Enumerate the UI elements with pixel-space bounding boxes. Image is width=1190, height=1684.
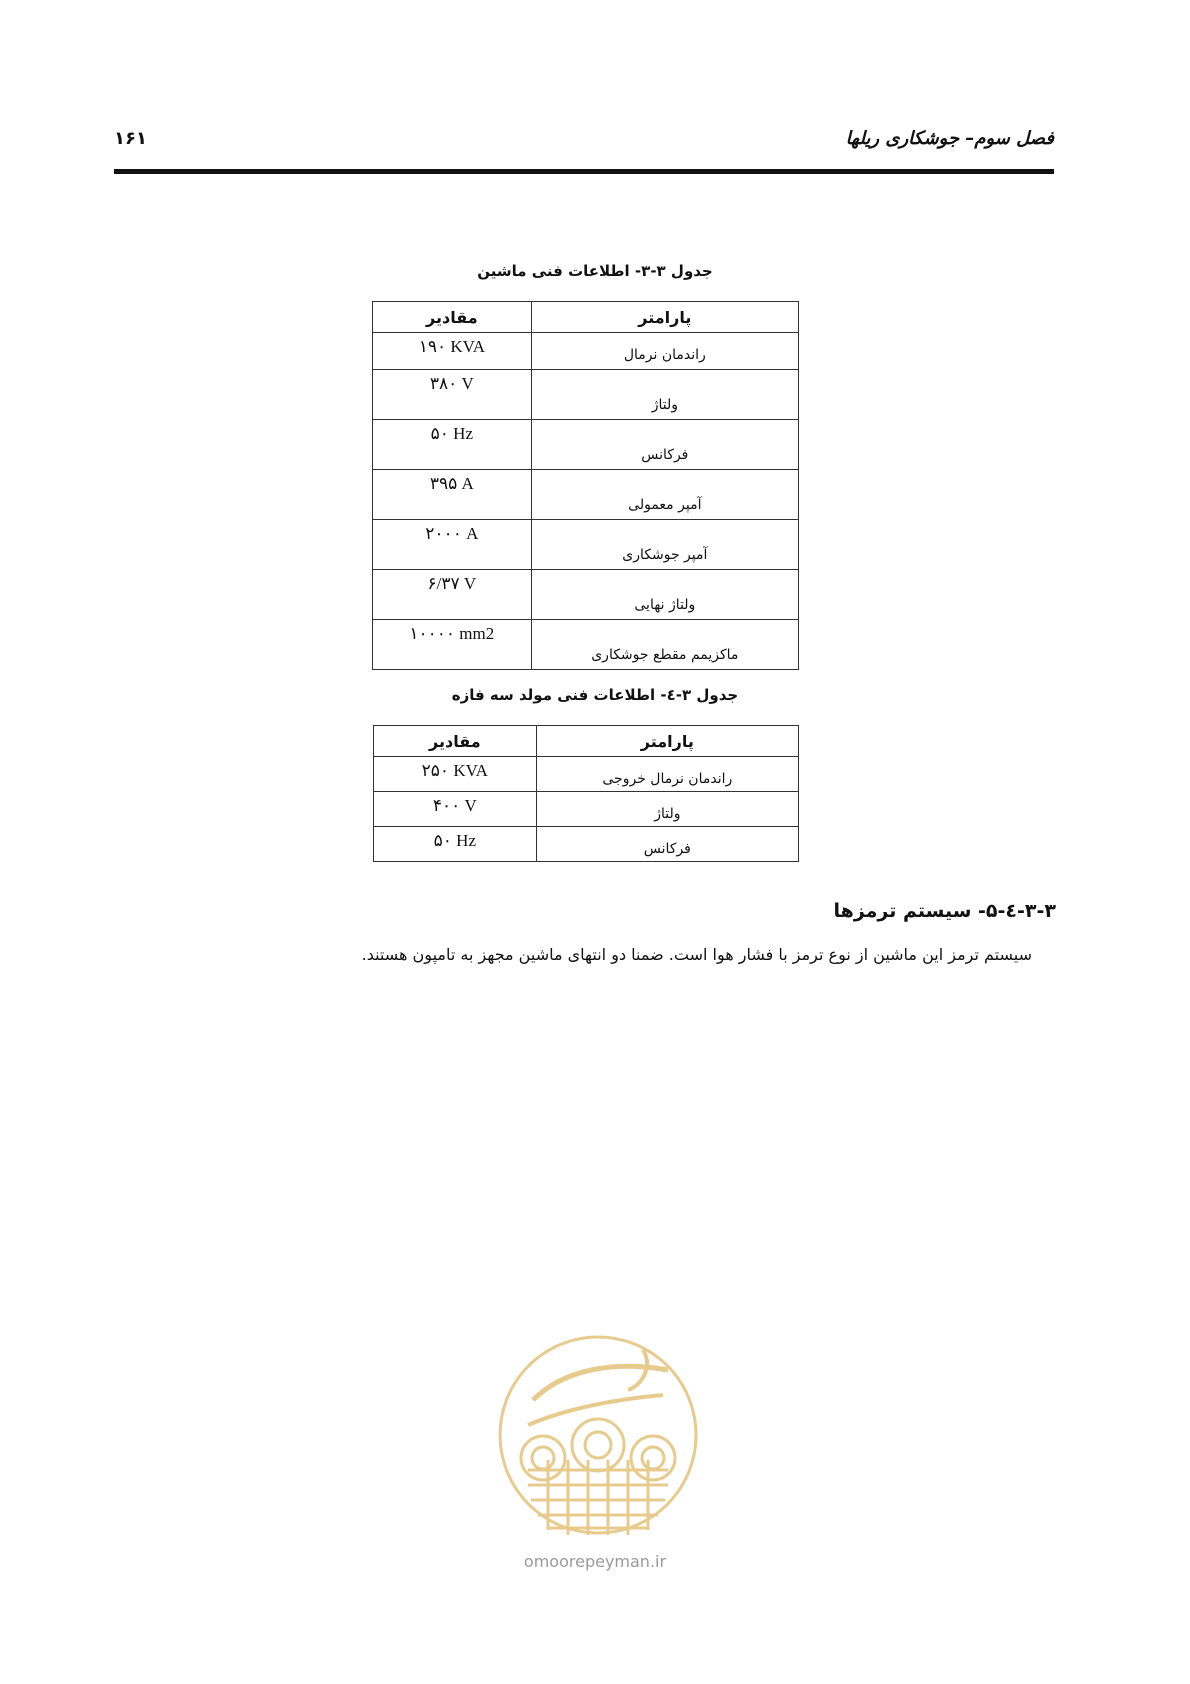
table-row xyxy=(373,570,799,620)
header-rule xyxy=(114,169,1054,174)
table2-param-cell: راندمان نرمال خروجی xyxy=(536,757,798,792)
table1-value-cell: ۳۹۵ A xyxy=(373,470,532,520)
table-row xyxy=(373,620,799,670)
table1-value-cell: ۵۰ Hz xyxy=(373,420,532,470)
table-row xyxy=(374,792,799,827)
section-body-text: سیستم ترمز این ماشین از نوع ترمز با فشار هوا است. ضمنا دو انتهای ماشین مجهز به تامپون هستند. xyxy=(361,945,1032,964)
machine-spec-table xyxy=(372,301,799,670)
table-row xyxy=(374,827,799,862)
table-row xyxy=(373,333,799,370)
table1-param-cell: فرکانس xyxy=(531,420,798,470)
table1-header-parameter: پارامتر xyxy=(531,302,798,333)
watermark-url: omoorepeyman.ir xyxy=(523,1552,667,1571)
table1-header-value: مقادیر xyxy=(373,302,532,333)
table1-value-cell: ۱۰۰۰۰ mm2 xyxy=(373,620,532,670)
table1-param-cell: ولتاژ xyxy=(531,370,798,420)
table1-value-cell: ۱۹۰ KVA xyxy=(373,333,532,370)
table2-value-cell: ۵۰ Hz xyxy=(374,827,537,862)
generator-spec-table xyxy=(373,725,799,862)
table1-param-cell: ولتاژ نهایی xyxy=(531,570,798,620)
table2-param-cell: ولتاژ xyxy=(536,792,798,827)
table2-value-cell: ۲۵۰ KVA xyxy=(374,757,537,792)
chapter-title: فصل سوم– جوشکاری ریلها xyxy=(845,128,1054,149)
table1-param-cell: ماکزیمم مقطع جوشکاری xyxy=(531,620,798,670)
table2-value-cell: ۴۰۰ V xyxy=(374,792,537,827)
watermark-logo-icon xyxy=(493,1330,703,1570)
table-row xyxy=(373,370,799,420)
table2-header-value: مقادیر xyxy=(374,726,537,757)
page-header xyxy=(114,128,1054,162)
table1-value-cell: ۳۸۰ V xyxy=(373,370,532,420)
table-row xyxy=(373,420,799,470)
table1-param-cell: راندمان نرمال xyxy=(531,333,798,370)
table2-caption: جدول ۳-٤- اطلاعات فنی مولد سه فازه xyxy=(451,686,739,704)
table1-value-cell: ۲۰۰۰ A xyxy=(373,520,532,570)
table1-param-cell: آمپر معمولی xyxy=(531,470,798,520)
page-number: ۱۶۱ xyxy=(114,128,147,149)
section-heading: ۳-۳-٤-۵- سیستم ترمزها xyxy=(833,900,1056,922)
table2-param-cell: فرکانس xyxy=(536,827,798,862)
table1-value-cell: ۶/۳۷ V xyxy=(373,570,532,620)
table2-header-parameter: پارامتر xyxy=(536,726,798,757)
table1-caption: جدول ۳-۳- اطلاعات فنی ماشین xyxy=(477,262,713,280)
table-row xyxy=(373,470,799,520)
table-row xyxy=(373,520,799,570)
table-row xyxy=(374,757,799,792)
table1-param-cell: آمپر جوشکاری xyxy=(531,520,798,570)
